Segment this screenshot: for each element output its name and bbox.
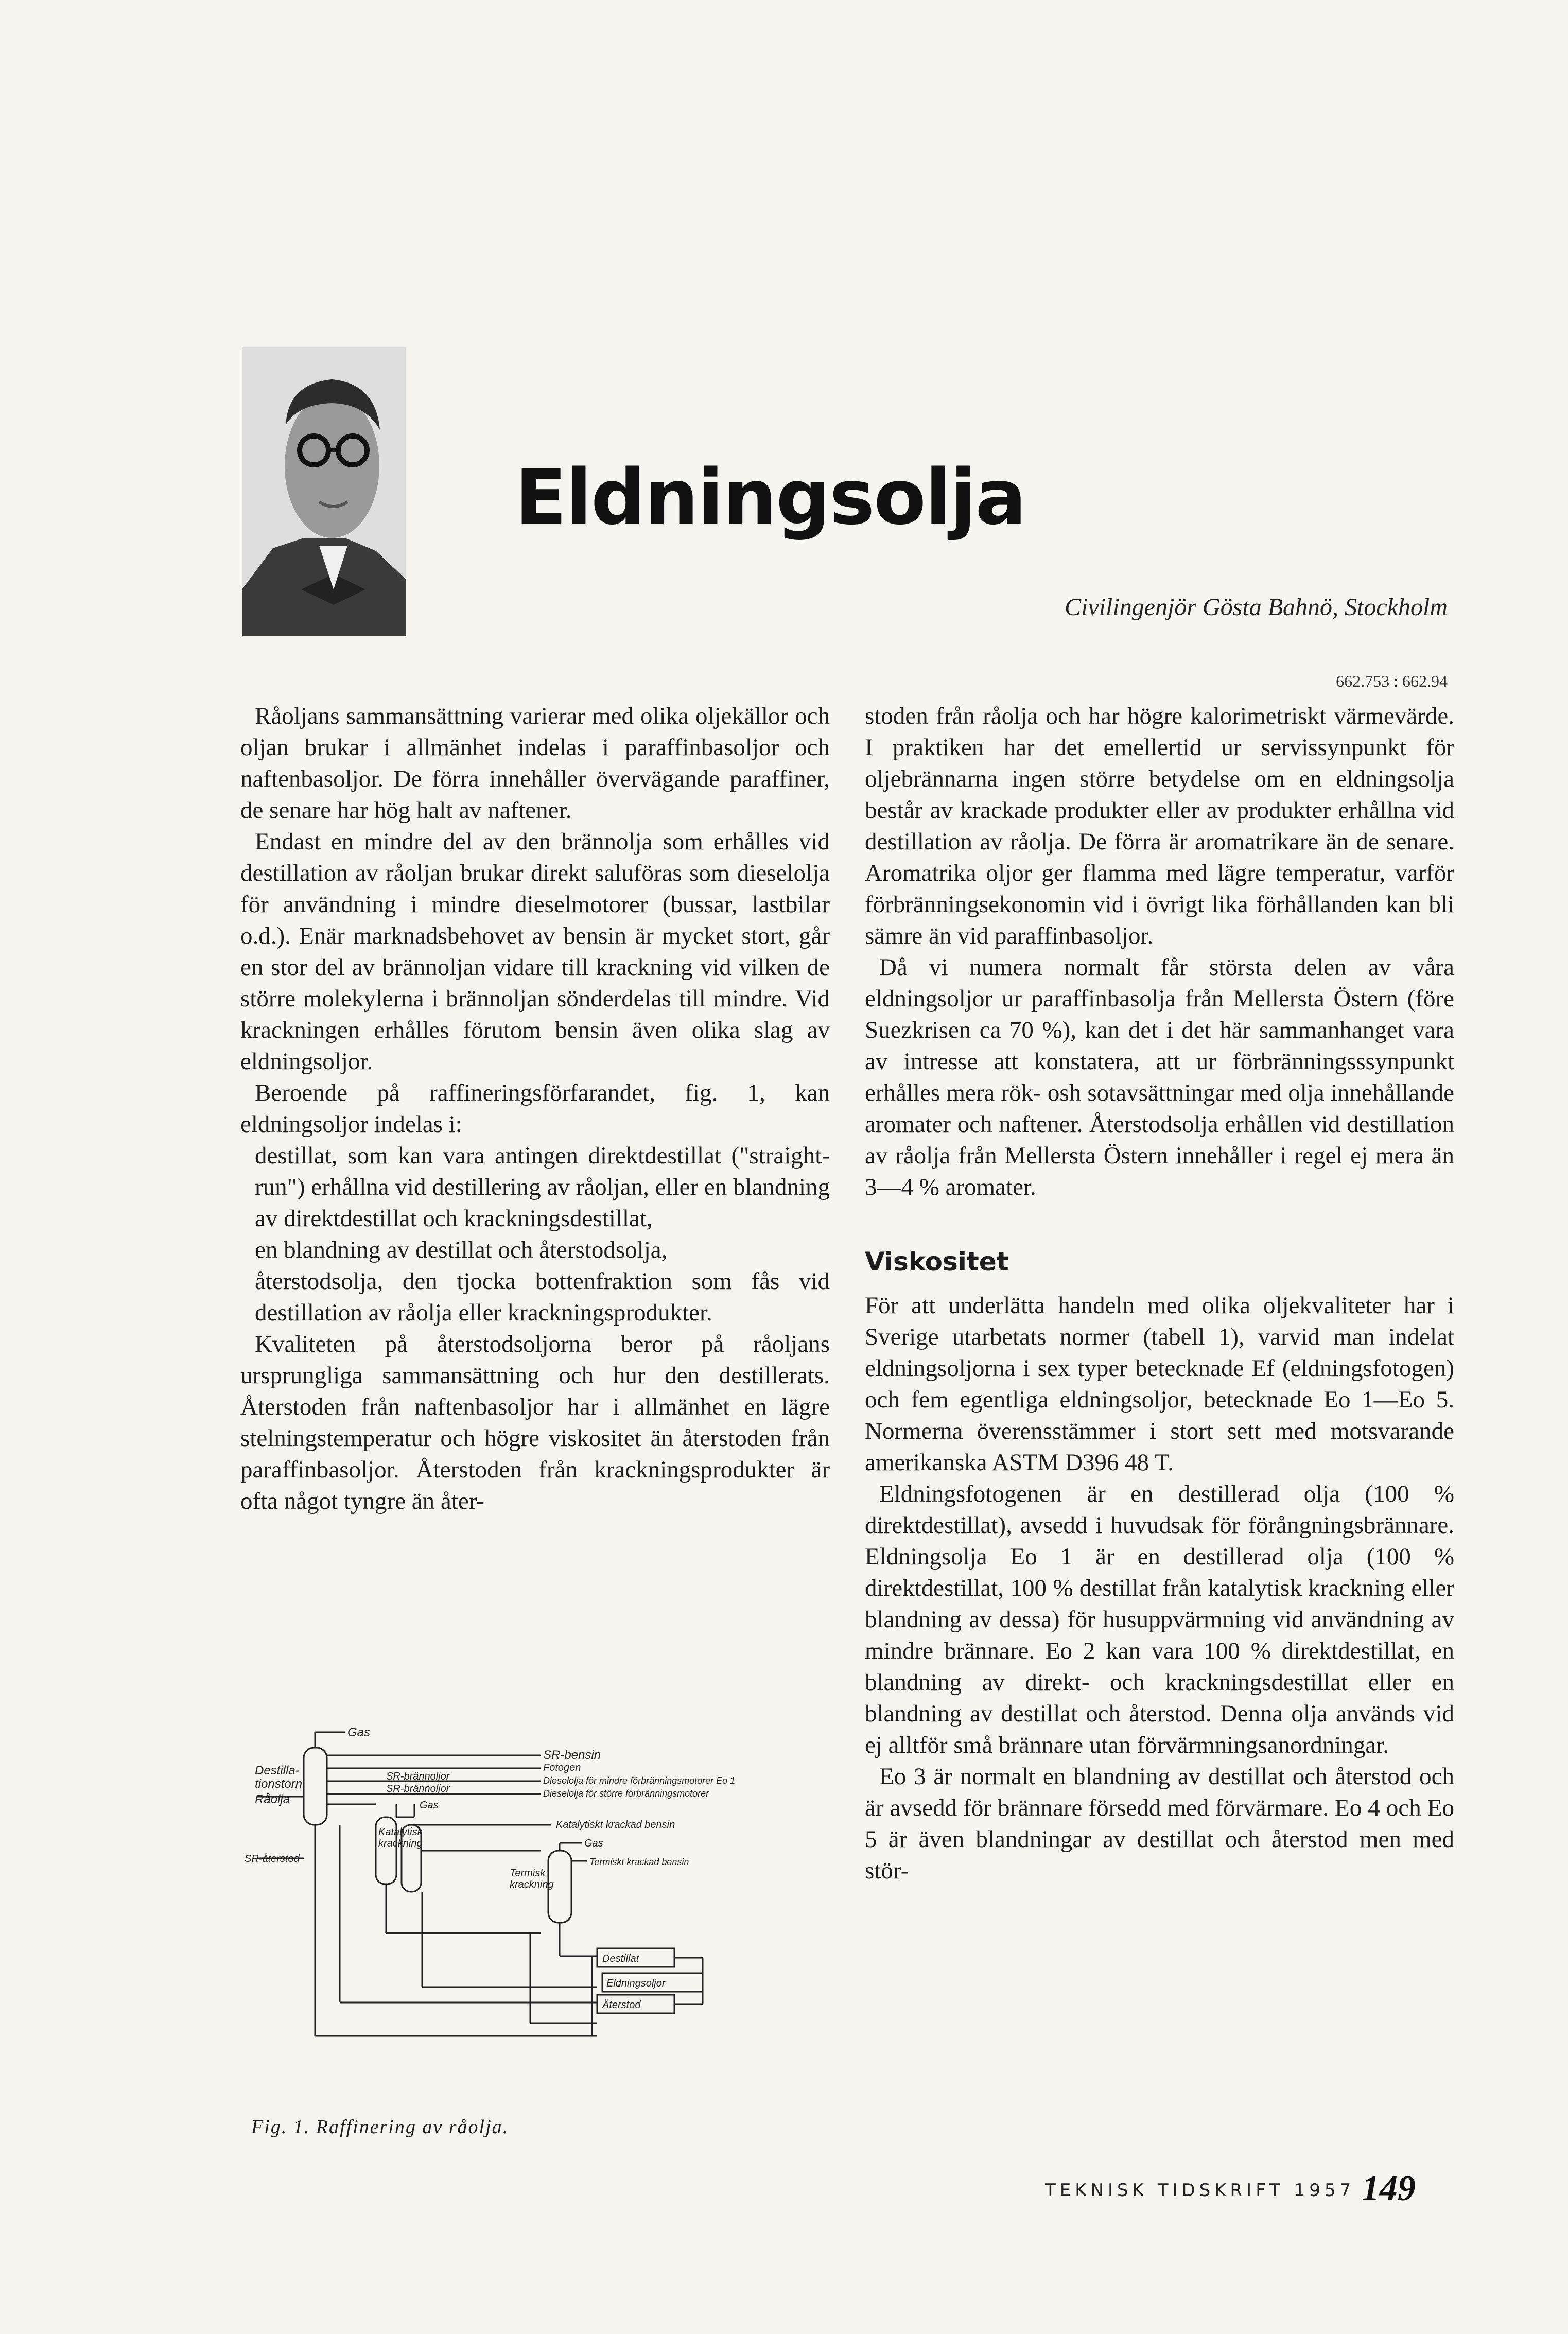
- refining-flow-diagram: [242, 1727, 834, 2103]
- journal-footer: TEKNISK TIDSKRIFT 1957: [1045, 2180, 1355, 2201]
- label-katalytisk-2: krackning: [378, 1838, 423, 1849]
- label-gas-top: Gas: [347, 1727, 371, 1739]
- label-dieselolja-storre: Dieselolja för större förbränningsmotorer: [543, 1788, 709, 1799]
- article-title: Eldningsolja: [515, 453, 1026, 542]
- label-aterstod: Återstod: [602, 1999, 641, 2011]
- paragraph: För att underlätta handeln med olika oljekvaliteter har i Sverige utarbetats normer (tabell 1), varvid man indelat eldningsoljorna i sex typer betecknade Ef (eldningsfotogen) och fem egentliga eldningsoljor, betecknade Eo 1—Eo 5. Normerna överensstämmer i stort sett med motsvarande amerikanska ASTM D396 48 T.: [865, 1292, 1454, 1476]
- label-katalytiskt-bensin: Katalytiskt krackad bensin: [556, 1819, 675, 1831]
- figure-caption: Fig. 1. Raffinering av råolja.: [251, 2116, 509, 2138]
- paragraph: Då vi numera normalt får största delen av våra eldningsoljor ur paraffinbasolja från Mellersta Östern (före Suezkrisen ca 70 %), kan det i det här sammanhanget vara av intresse att konstatera, att ur förbränningsssynpunkt erhålles mera rök- osh sotavsättningar med olja innehållande aromater och naftener. Återstodsolja erhållen vid destillation av råolja från Mellersta Östern innehåller i regel ej mera än 3—4 % aromater.: [865, 954, 1454, 1200]
- page-number: 149: [1362, 2169, 1416, 2208]
- label-fotogen: Fotogen: [543, 1762, 581, 1773]
- label-sr-bensin: SR-bensin: [543, 1748, 601, 1762]
- label-sr-brannoljor-2: SR-brännoljor: [386, 1783, 450, 1795]
- label-termiskt-bensin: Termiskt krackad bensin: [589, 1857, 689, 1867]
- list-item: destillat, som kan vara antingen direktdestillat ("straight-run") erhållna vid destillering av råoljan, eller en blandning av direktdestillat och krackningsdestillat,: [255, 1142, 830, 1232]
- label-termisk-2: krackning: [510, 1879, 554, 1890]
- label-raolja: Råolja: [255, 1792, 290, 1806]
- paragraph: Endast en mindre del av den brännolja som erhålles vid destillation av råoljan brukar direkt saluföras som dieselolja för användning i mindre dieselmotorer (bussar, lastbilar o.d.). Enär marknadsbehovet av bensin är mycket stort, går en stor del av brännoljan vidare till krackning vid vilken de större molekylerna i brännoljan sönderdelas till mindre. Vid krackningen erhålles förutom bensin även olika slag av eldningsoljor.: [240, 828, 830, 1075]
- label-eldningsoljor: Eldningsoljor: [606, 1978, 666, 1989]
- label-sr-brannoljor-1: SR-brännoljor: [386, 1771, 450, 1782]
- classification-code: 662.753 : 662.94: [1336, 672, 1448, 690]
- paragraph: Eldningsfotogenen är en destillerad olja (100 % direktdestillat), avsedd i huvudsak för förångningsbrännare. Eldningsolja Eo 1 är en destillerad olja (100 % direktdestillat, 100 % destillat från katalytisk krackning eller blandning av dessa) för husuppvärmning vid användning av mindre brännare. Eo 2 kan vara 100 % direktdestillat, en blandning av direkt- och krackningsdestillat eller en blandning av destillat och återstod. Denna olja används vid ej alltför små brännare utan förvärmningsanordningar.: [865, 1480, 1454, 1758]
- paragraph: stoden från råolja och har högre kalorimetriskt värmevärde. I praktiken har det emellertid ur servissynpunkt för oljebrännarna ingen större betydelse om en eldningsolja består av krackade produkter eller av produkter erhållna vid destillation av råolja. De förra är aromatrikare än de senare. Aromatrika oljor ger flamma med lägre temperatur, varför förbränningsekonomin vid i övrigt lika förhållanden kan bli sämre än vid paraffinbasoljor.: [865, 703, 1454, 949]
- left-column: [240, 701, 830, 1517]
- label-gas-right: Gas: [584, 1838, 603, 1849]
- label-termisk-1: Termisk: [510, 1868, 546, 1879]
- distillation-tower: [304, 1748, 327, 1825]
- paragraph: Eo 3 är normalt en blandning av destillat och återstod och är avsedd för brännare försedd med förvärmare. Eo 4 och Eo 5 är även blandningar av destillat och återstod men med stör-: [865, 1763, 1454, 1884]
- label-dieselolja-mindre: Dieselolja för mindre förbränningsmotorer Eo 1: [543, 1775, 736, 1786]
- author-byline: Civilingenjör Gösta Bahnö, Stockholm: [1065, 594, 1448, 621]
- label-destillationstorn2: tionstorn: [255, 1777, 303, 1791]
- author-portrait: [242, 347, 406, 636]
- label-katalytisk-1: Katalytisk: [378, 1826, 423, 1838]
- label-sr-aterstod: SR-återstod: [245, 1853, 300, 1865]
- label-destillationstorn: Destilla-: [255, 1764, 300, 1778]
- list-item: återstodsolja, den tjocka bottenfraktion som fås vid destillation av råolja eller krackningsprodukter.: [255, 1268, 830, 1326]
- section-heading: Viskositet: [865, 1247, 1009, 1277]
- paragraph: Beroende på raffineringsförfarandet, fig. 1, kan eldningsoljor indelas i:: [240, 1079, 830, 1138]
- label-gas-mid: Gas: [420, 1800, 439, 1811]
- paragraph: Kvaliteten på återstodsoljorna beror på råoljans ursprungliga sammansättning och hur den destillerats. Återstoden från naftenbasoljor har i allmänhet en lägre stelningstemperatur och högre viskositet än återstoden från paraffinbasoljor. Återstoden från krackningsprodukter är ofta något tyngre än åter-: [240, 1331, 830, 1514]
- right-column: [865, 701, 1454, 1887]
- label-destillat: Destillat: [602, 1953, 639, 1964]
- paragraph: Råoljans sammansättning varierar med olika oljekällor och oljan brukar i allmänhet indelas i paraffinbasoljor och naftenbasoljor. De förra innehåller övervägande paraffiner, de senare har hög halt av naftener.: [240, 703, 830, 824]
- list-item: en blandning av destillat och återstodsolja,: [255, 1236, 668, 1263]
